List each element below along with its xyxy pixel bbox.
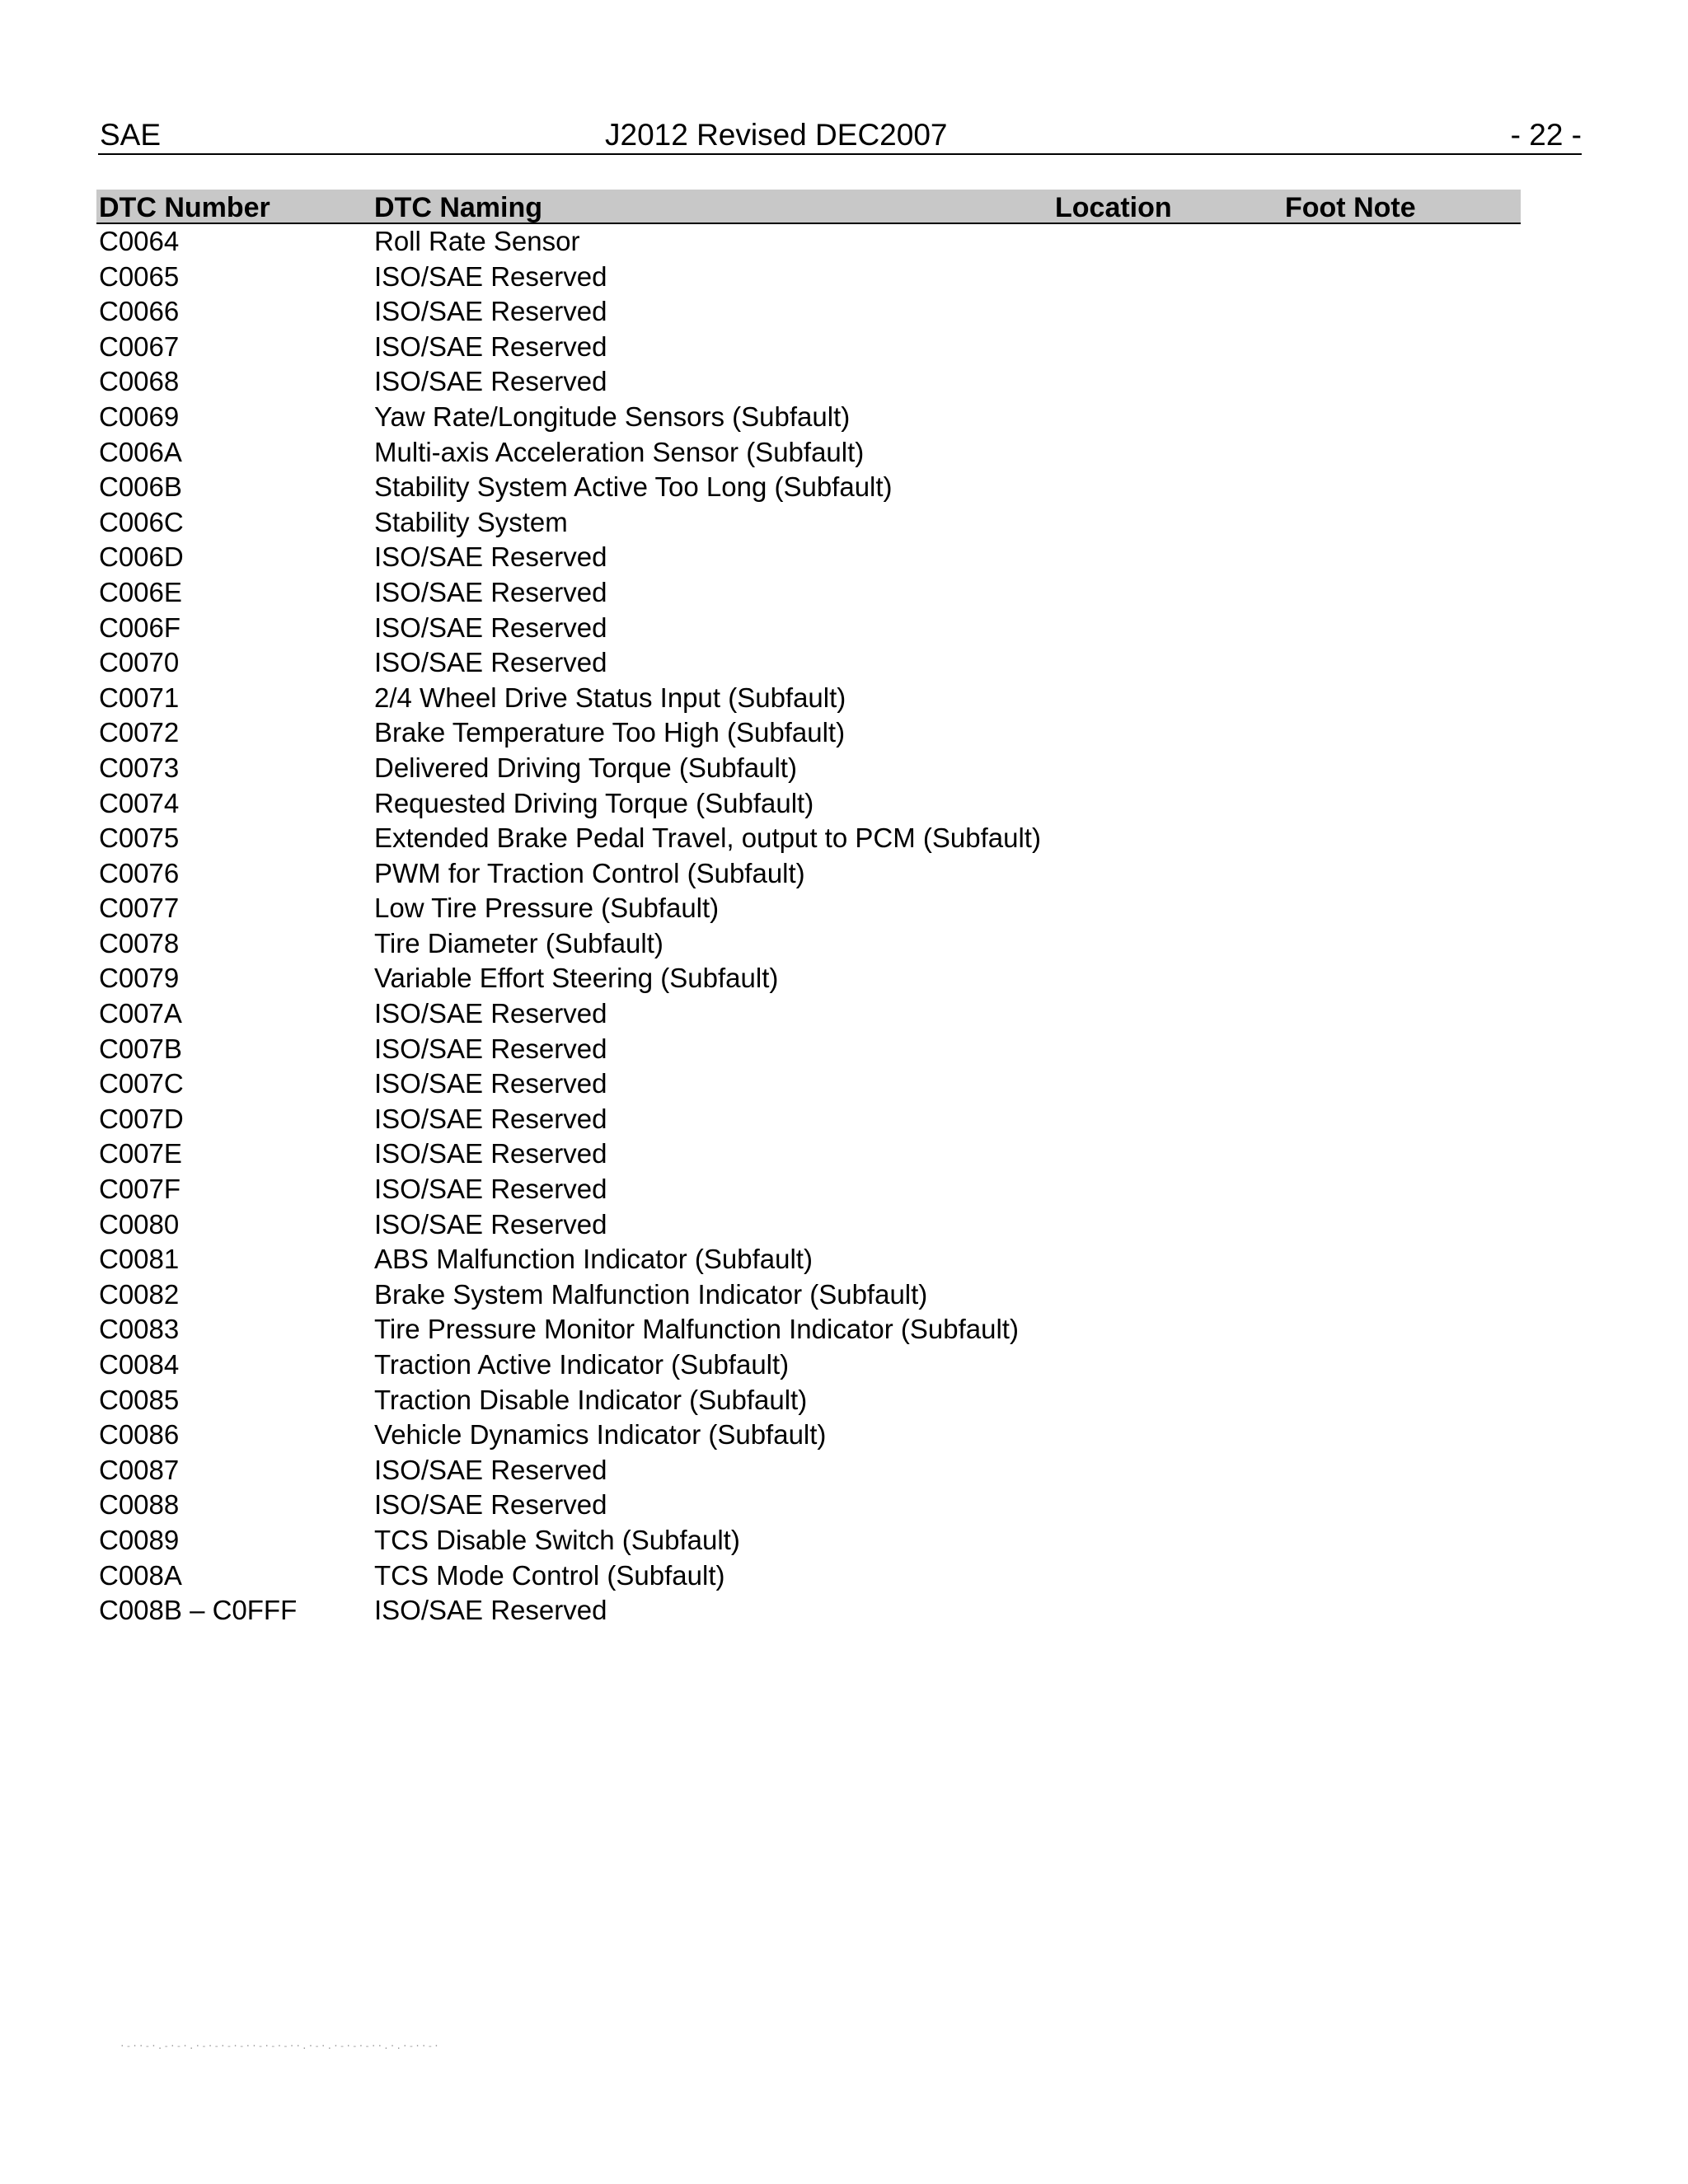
dtc-number-cell: C007B [99,1033,182,1064]
dtc-number-cell: C008B – C0FFF [99,1595,298,1626]
table-row [96,1277,1521,1313]
dtc-number-cell: C0088 [99,1489,180,1521]
column-header-location: Location [1055,192,1172,223]
dtc-naming-cell: Roll Rate Sensor [374,226,580,256]
dtc-number-cell: C0087 [99,1454,180,1485]
table-row [96,505,1521,541]
dtc-number-cell: C006D [99,541,184,573]
dtc-number-cell: C007C [99,1068,184,1099]
dtc-naming-cell: ISO/SAE Reserved [374,1068,607,1099]
dtc-number-cell: C0083 [99,1314,180,1345]
dtc-number-cell: C0082 [99,1278,180,1310]
table-row [96,1242,1521,1277]
dtc-naming-cell: Vehicle Dynamics Indicator (Subfault) [374,1419,827,1451]
dtc-naming-cell: ISO/SAE Reserved [374,1595,607,1626]
table-row [96,821,1521,856]
table-row [96,1347,1521,1383]
table-row [96,1418,1521,1453]
dtc-number-cell: C0076 [99,857,180,888]
dtc-naming-cell: TCS Mode Control (Subfault) [374,1559,725,1591]
dtc-number-cell: C0072 [99,717,180,748]
dtc-number-cell: C006A [99,436,182,467]
dtc-number-cell: C0065 [99,260,180,292]
table-row [96,364,1521,400]
dtc-naming-cell: ISO/SAE Reserved [374,576,607,607]
table-row [96,1032,1521,1067]
column-header-foot-note: Foot Note [1285,192,1416,223]
dtc-number-cell: C0066 [99,296,180,327]
dtc-naming-cell: ISO/SAE Reserved [374,1033,607,1064]
table-row [96,961,1521,996]
dtc-number-cell: C0068 [99,366,180,397]
dtc-number-cell: C006B [99,471,182,503]
table-body [96,224,1521,1629]
table-row [96,400,1521,435]
dtc-naming-cell: Stability System Active Too Long (Subfault) [374,471,893,503]
table-row [96,1593,1521,1629]
table-row [96,1207,1521,1243]
dtc-naming-cell: TCS Disable Switch (Subfault) [374,1524,740,1555]
dtc-naming-cell: ISO/SAE Reserved [374,1454,607,1485]
table-row [96,1523,1521,1558]
dtc-naming-cell: Extended Brake Pedal Travel, output to PCM (Subfault) [374,823,1041,854]
dtc-number-cell: C0081 [99,1244,180,1275]
dtc-number-cell: C0080 [99,1208,180,1240]
header-document-id: J2012 Revised DEC2007 [605,118,948,152]
dtc-naming-cell: Low Tire Pressure (Subfault) [374,893,720,924]
table-row [96,891,1521,926]
table-row [96,786,1521,822]
dtc-number-cell: C0070 [99,647,180,678]
column-header-dtc-number: DTC Number [99,192,270,223]
dtc-naming-cell: Variable Effort Steering (Subfault) [374,963,779,994]
dtc-number-cell: C008A [99,1559,182,1591]
dtc-naming-cell: ISO/SAE Reserved [374,366,607,397]
table-row [96,470,1521,505]
dtc-number-cell: C0064 [99,226,180,256]
dtc-number-cell: C0074 [99,787,180,818]
page-header [98,117,1582,155]
dtc-naming-cell: Traction Disable Indicator (Subfault) [374,1384,808,1415]
dtc-number-cell: C007D [99,1103,184,1134]
table-row [96,1066,1521,1102]
dtc-naming-cell: ISO/SAE Reserved [374,612,607,643]
dtc-naming-cell: ISO/SAE Reserved [374,541,607,573]
table-row [96,330,1521,365]
table-row [96,751,1521,786]
dtc-naming-cell: Tire Diameter (Subfault) [374,927,663,958]
dtc-number-cell: C0067 [99,330,180,362]
table-row [96,926,1521,962]
dtc-number-cell: C007F [99,1174,181,1205]
dtc-number-cell: C0089 [99,1524,180,1555]
table-row [96,224,1521,260]
dtc-number-cell: C0079 [99,963,180,994]
dtc-naming-cell: Yaw Rate/Longitude Sensors (Subfault) [374,401,851,432]
dtc-number-cell: C0071 [99,682,180,713]
table-row [96,856,1521,892]
header-page-number: - 22 - [1510,118,1582,152]
dtc-naming-cell: ISO/SAE Reserved [374,1208,607,1240]
dtc-number-cell: C0069 [99,401,180,432]
dtc-naming-cell: ISO/SAE Reserved [374,296,607,327]
table-row [96,1137,1521,1172]
dtc-naming-cell: ISO/SAE Reserved [374,1103,607,1134]
dtc-number-cell: C006E [99,576,182,607]
dtc-naming-cell: ISO/SAE Reserved [374,647,607,678]
table-row [96,1453,1521,1488]
table-row [96,260,1521,295]
dtc-naming-cell: ISO/SAE Reserved [374,998,607,1029]
table-header-row [96,190,1521,224]
table-row [96,540,1521,575]
table-row [96,1172,1521,1207]
dtc-naming-cell: Traction Active Indicator (Subfault) [374,1349,790,1380]
table-row [96,435,1521,471]
dtc-number-cell: C0073 [99,752,180,783]
column-header-dtc-naming: DTC Naming [374,192,542,223]
dtc-naming-cell: PWM for Traction Control (Subfault) [374,857,805,888]
dtc-naming-cell: ISO/SAE Reserved [374,1138,607,1169]
footer-scan-artifact: ·‑··‑·.‑·‑·.·‑·‑·‑·‑··‑·‑·‑··.·‑·.·‑·‑·‑··.·.·‑··‑· [120,2041,440,2051]
dtc-number-cell: C0078 [99,927,180,958]
table-row [96,1488,1521,1523]
dtc-naming-cell: Tire Pressure Monitor Malfunction Indicator (Subfault) [374,1314,1019,1345]
dtc-naming-cell: ISO/SAE Reserved [374,330,607,362]
dtc-naming-cell: Multi-axis Acceleration Sensor (Subfault) [374,436,865,467]
table-row [96,611,1521,646]
dtc-number-cell: C0085 [99,1384,180,1415]
dtc-table [96,190,1521,1629]
dtc-naming-cell: ABS Malfunction Indicator (Subfault) [374,1244,813,1275]
table-row [96,294,1521,330]
dtc-naming-cell: Stability System [374,506,568,537]
table-row [96,1383,1521,1418]
dtc-number-cell: C0086 [99,1419,180,1451]
dtc-number-cell: C0084 [99,1349,180,1380]
dtc-naming-cell: Delivered Driving Torque (Subfault) [374,752,797,783]
dtc-naming-cell: Brake System Malfunction Indicator (Subfault) [374,1278,928,1310]
dtc-number-cell: C007A [99,998,182,1029]
dtc-naming-cell: Requested Driving Torque (Subfault) [374,787,814,818]
table-row [96,1312,1521,1347]
header-publisher: SAE [100,118,162,152]
table-row [96,996,1521,1032]
table-row [96,1102,1521,1137]
dtc-naming-cell: 2/4 Wheel Drive Status Input (Subfault) [374,682,846,713]
table-row [96,1558,1521,1594]
table-row [96,715,1521,751]
dtc-naming-cell: Brake Temperature Too High (Subfault) [374,717,846,748]
dtc-naming-cell: ISO/SAE Reserved [374,260,607,292]
table-row [96,681,1521,716]
dtc-number-cell: C0077 [99,893,180,924]
dtc-number-cell: C006F [99,612,181,643]
dtc-number-cell: C0075 [99,823,180,854]
dtc-naming-cell: ISO/SAE Reserved [374,1489,607,1521]
table-row [96,645,1521,681]
dtc-naming-cell: ISO/SAE Reserved [374,1174,607,1205]
table-row [96,575,1521,611]
dtc-number-cell: C007E [99,1138,182,1169]
dtc-number-cell: C006C [99,506,184,537]
